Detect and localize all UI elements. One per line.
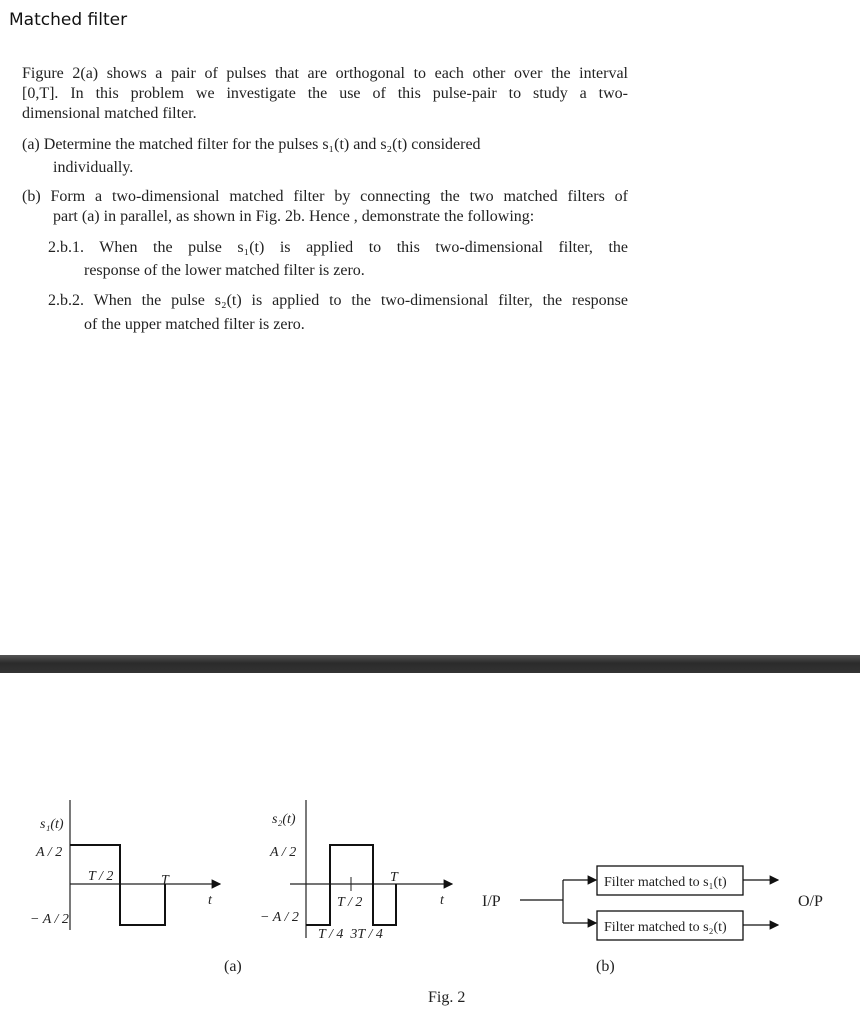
part-a-line-1: (a) Determine the matched filter for the pulses s₁(t) and s₂(t) considered: [22, 136, 481, 153]
filter-2-label: Filter matched to s₂(t): [604, 920, 727, 935]
section-divider: [0, 655, 860, 673]
part-b-line-1: (b) Form a two-dimensional matched filter by connecting the two matched filters of: [22, 188, 628, 205]
caption-a: (a): [224, 958, 242, 975]
s2-half-period: T / 2: [337, 895, 363, 910]
part-b-line-2: part (a) in parallel, as shown in Fig. 2b. Hence , demonstrate the following:: [53, 208, 535, 225]
intro-line-2: [0,T]. In this problem we investigate the use of this pulse-pair to study a two-: [22, 85, 628, 102]
figure-2: [0, 780, 860, 1020]
s2-plot: [260, 800, 452, 942]
item-2b2-line-1: 2.b.2. When the pulse s₂(t) is applied to the two-dimensional filter, the response: [48, 292, 628, 309]
s2-ylabel: s₂(t): [272, 812, 296, 827]
intro-line-3: dimensional matched filter.: [22, 105, 197, 122]
s1-pulse: [70, 845, 165, 925]
part-a-line-2: individually.: [53, 159, 134, 176]
s2-top-level: A / 2: [270, 845, 297, 860]
s1-top-level: A / 2: [36, 845, 63, 860]
s1-ylabel: s₁(t): [40, 817, 64, 832]
intro-line-1: Figure 2(a) shows a pair of pulses that are orthogonal to each other over the interval: [22, 65, 628, 82]
block-diagram: [482, 866, 823, 940]
output-label: O/P: [798, 893, 823, 910]
figure-caption: Fig. 2: [428, 989, 466, 1006]
s1-t-label: t: [208, 893, 212, 908]
item-2b1-line-1: 2.b.1. When the pulse s₁(t) is applied to this two-dimensional filter, the: [48, 239, 628, 256]
s1-plot: [30, 800, 220, 930]
page-title: Matched filter: [9, 10, 128, 30]
s1-bottom-level: − A / 2: [30, 912, 69, 927]
s2-quarter-labels: T / 4 3T / 4: [318, 927, 383, 942]
filter-1-label: Filter matched to s₁(t): [604, 875, 727, 890]
s2-period: T: [390, 870, 398, 885]
s2-bottom-level: − A / 2: [260, 910, 299, 925]
s2-t-label: t: [440, 893, 444, 908]
s1-period: T: [161, 873, 169, 888]
input-label: I/P: [482, 893, 501, 910]
item-2b1-line-2: response of the lower matched filter is zero.: [84, 262, 365, 279]
item-2b2-line-2: of the upper matched filter is zero.: [84, 316, 305, 333]
caption-b: (b): [596, 958, 615, 975]
s1-half-period: T / 2: [88, 869, 114, 884]
